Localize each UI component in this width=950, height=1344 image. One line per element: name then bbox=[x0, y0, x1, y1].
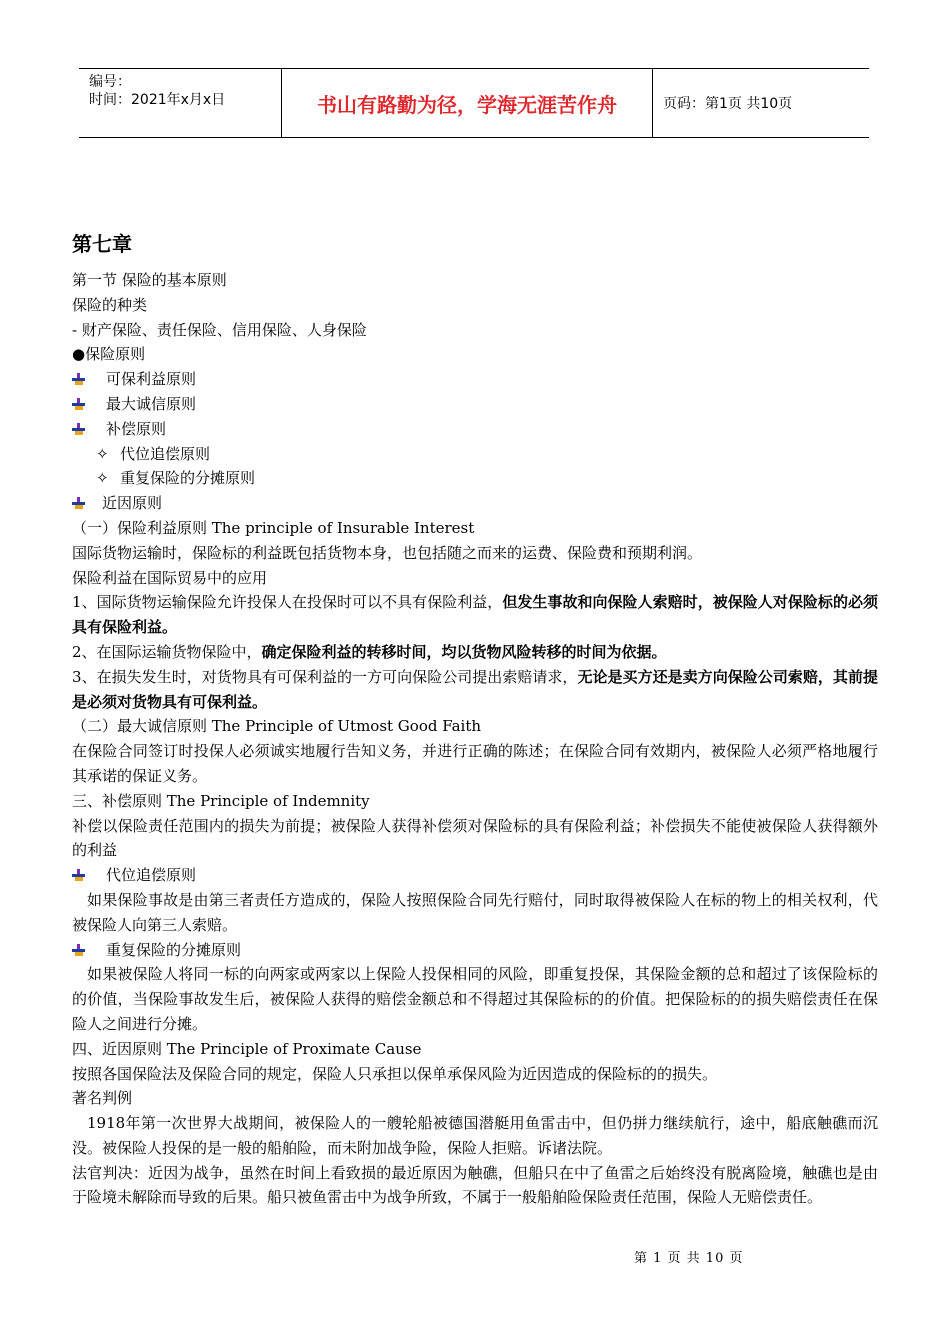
diamond-bullet-icon: ✧ bbox=[96, 444, 109, 463]
list-item: 可保利益原则 bbox=[72, 367, 878, 392]
bullet-icon bbox=[72, 398, 86, 410]
bullet-icon bbox=[72, 373, 86, 385]
sub-list-item: ✧ 重复保险的分摊原则 bbox=[72, 466, 878, 491]
paragraph: 1918年第一次世界大战期间，被保险人的一艘轮船被德国潜艇用鱼雷击中，但仍拼力继续航行，途中，船底触礁而沉没。被保险人投保的是一般的船舶险，而未附加战争险，保险人拒赔。诉诸法院。 bbox=[72, 1114, 878, 1157]
header-page-info: 页码：第1页 共10页 bbox=[663, 96, 793, 112]
diamond-bullet-icon: ✧ bbox=[96, 469, 109, 488]
document-body bbox=[72, 230, 878, 1210]
paragraph: 3、在损失发生时，对货物具有可保利益的一方可向保险公司提出索赔请求，无论是买方还是卖方向保险公司索赔，其前提是必须对货物具有可保利益。 bbox=[72, 667, 878, 711]
section-heading: （一）保险利益原则 The principle of Insurable Interest bbox=[72, 518, 475, 537]
header-meta-cell bbox=[79, 69, 282, 137]
text-line: ●保险原则 bbox=[72, 345, 146, 364]
chapter-title: 第七章 bbox=[72, 232, 132, 256]
bullet-icon bbox=[72, 423, 86, 435]
section-heading: 三、补偿原则 The Principle of Indemnity bbox=[72, 791, 370, 810]
time-label: 时间：2021年x月x日 bbox=[89, 92, 226, 108]
section-heading: 第一节 保险的基本原则 bbox=[72, 271, 227, 289]
paragraph: 补偿以保险责任范围内的损失为前提；被保险人获得补偿须对保险标的具有保险利益；补偿损失不能使被保险人获得额外的利益 bbox=[72, 816, 878, 860]
sub-list-item: ✧ 代位追偿原则 bbox=[72, 442, 878, 467]
list-item: 最大诚信原则 bbox=[72, 392, 878, 417]
text-line: 著名判例 bbox=[72, 1089, 133, 1108]
bullet-icon bbox=[72, 869, 86, 881]
paragraph: 2、在国际运输货物保险中，确定保险利益的转移时间，均以货物风险转移的时间为依据。 bbox=[72, 642, 667, 661]
list-item: 近因原则 bbox=[72, 491, 878, 516]
paragraph: 法官判决：近因为战争，虽然在时间上看致损的最近原因为触礁，但船只在中了鱼雷之后始终没有脱离险境，触礁也是由于险境未解除而导致的后果。船只被鱼雷击中为战争所致，不属于一般船舶险保险责任范围，保险人无赔偿责任。 bbox=[72, 1163, 878, 1207]
page-footer: 第 1 页 共 10 页 bbox=[634, 1251, 744, 1266]
section-heading: 四、近因原则 The Principle of Proximate Cause bbox=[72, 1039, 422, 1058]
text-line: 保险的种类 bbox=[72, 295, 148, 314]
list-item: 重复保险的分摊原则 bbox=[72, 938, 878, 963]
text-line: 保险利益在国际贸易中的应用 bbox=[72, 568, 268, 587]
section-heading: （二）最大诚信原则 The Principle of Utmost Good Faith bbox=[72, 717, 482, 736]
list-item: 代位追偿原则 bbox=[72, 863, 878, 888]
text-line: - 财产保险、责任保险、信用保险、人身保险 bbox=[72, 320, 367, 339]
paragraph: 国际货物运输时，保险标的利益既包括货物本身，也包括随之而来的运费、保险费和预期利润。 bbox=[72, 543, 703, 562]
paragraph: 如果保险事故是由第三者责任方造成的，保险人按照保险合同先行赔付，同时取得被保险人在标的物上的相关权利，代被保险人向第三人索赔。 bbox=[72, 890, 878, 934]
paragraph: 在保险合同签订时投保人必须诚实地履行告知义务，并进行正确的陈述；在保险合同有效期内，被保险人必须严格地履行其承诺的保证义务。 bbox=[72, 742, 878, 785]
number-label: 编号： bbox=[89, 74, 131, 90]
paragraph: 如果被保险人将同一标的向两家或两家以上保险人投保相同的风险，即重复投保，其保险金额的总和超过了该保险标的的价值，当保险事故发生后，被保险人获得的赔偿金额总和不得超过其保险标的的价值。把保险标的的损失赔偿责任在保险人之间进行分摊。 bbox=[72, 965, 878, 1033]
paragraph: 1、国际货物运输保险允许投保人在投保时可以不具有保险利益，但发生事故和向保险人索赔时，被保险人对保险标的必须具有保险利益。 bbox=[72, 593, 878, 637]
list-item: 补偿原则 bbox=[72, 417, 878, 442]
motto: 书山有路勤为径，学海无涯苦作舟 bbox=[282, 69, 653, 137]
header-table bbox=[79, 68, 869, 138]
bullet-icon bbox=[72, 497, 86, 509]
bullet-icon bbox=[72, 944, 86, 956]
paragraph: 按照各国保险法及保险合同的规定，保险人只承担以保单承保风险为近因造成的保险标的的损失。 bbox=[72, 1064, 718, 1083]
